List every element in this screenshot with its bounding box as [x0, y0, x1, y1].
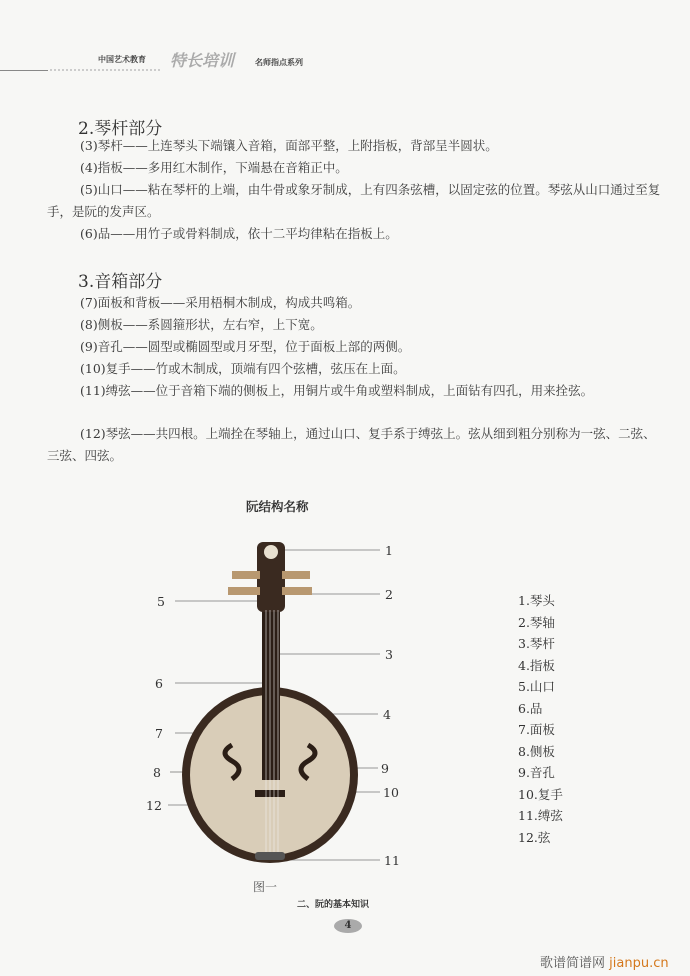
callout-6: 6	[155, 676, 163, 691]
paragraph: (7)面板和背板——采用梧桐木制成，构成共鸣箱。	[80, 295, 361, 310]
callout-12: 12	[146, 798, 162, 813]
paragraph: (4)指板——多用红木制作，下端悬在音箱正中。	[80, 160, 348, 175]
header-publisher: 中国艺术教育	[98, 55, 146, 64]
ruan-instrument	[182, 542, 358, 863]
figure-legend	[518, 590, 563, 848]
legend-item: 1.琴头	[518, 593, 555, 608]
section-heading: 3.音箱部分	[78, 272, 163, 292]
legend-item: 2.琴轴	[518, 614, 555, 630]
paragraph: (5)山口——粘在琴杆的上端，由牛骨或象牙制成，上有四条弦槽，以固定弦的位置。琴弦从山口通过至复手，是阮的发声区。	[47, 182, 661, 219]
legend-item: 5.山口	[518, 679, 555, 694]
watermark	[540, 952, 669, 971]
header-series: 名师指点系列	[255, 58, 303, 67]
callout-11: 11	[384, 853, 400, 868]
callout-9: 9	[381, 761, 389, 776]
paragraph: (11)缚弦——位于音箱下端的侧板上，用铜片或牛角或塑料制成，上面钻有四孔，用来拴弦。	[80, 383, 594, 398]
callout-2: 2	[385, 587, 393, 602]
header-logo: 特长培训	[170, 51, 235, 70]
legend-item: 7.面板	[518, 722, 555, 737]
callout-4: 4	[383, 707, 391, 722]
paragraph: (6)品——用竹子或骨料制成，依十二平均律粘在指板上。	[80, 226, 398, 241]
legend-item: 3.琴杆	[518, 636, 555, 651]
callout-5: 5	[157, 594, 165, 609]
page-number: 4	[334, 919, 362, 933]
callout-10: 10	[383, 785, 399, 800]
legend-item: 6.品	[518, 700, 543, 716]
chapter-title: 二、阮的基本知识	[297, 900, 370, 910]
paragraph: (3)琴杆——上连琴头下端镶入音箱，面部平整，上附指板，背部呈半圆状。	[80, 138, 498, 153]
callout-8: 8	[153, 765, 161, 780]
callout-1: 1	[385, 543, 393, 558]
paragraph: (12)琴弦——共四根。上端拴在琴轴上，通过山口、复手系于缚弦上。弦从细到粗分别称为一弦、二弦、三弦、四弦。	[47, 426, 656, 463]
figure-title: 阮结构名称	[246, 499, 309, 514]
figure-caption: 图一	[253, 880, 278, 894]
paragraph: (9)音孔——圆型或椭圆型或月牙型，位于面板上部的两侧。	[80, 339, 411, 354]
callout-7: 7	[155, 726, 163, 741]
watermark-cn: 歌谱简谱网	[540, 956, 606, 971]
legend-item: 8.侧板	[518, 743, 555, 759]
legend-item: 10.复手	[518, 786, 563, 802]
legend-item: 4.指板	[518, 657, 555, 673]
legend-item: 9.音孔	[518, 765, 555, 780]
callout-3: 3	[385, 647, 393, 662]
paragraph: (10)复手——竹或木制成，顶端有四个弦槽，弦压在上面。	[80, 361, 406, 376]
watermark-en: jianpu.cn	[609, 956, 669, 971]
legend-item: 11.缚弦	[518, 808, 563, 823]
legend-item: 12.弦	[518, 829, 551, 845]
section-heading: 2.琴杆部分	[78, 119, 163, 139]
paragraph: (8)侧板——系圆箍形状，左右窄，上下宽。	[80, 317, 323, 332]
